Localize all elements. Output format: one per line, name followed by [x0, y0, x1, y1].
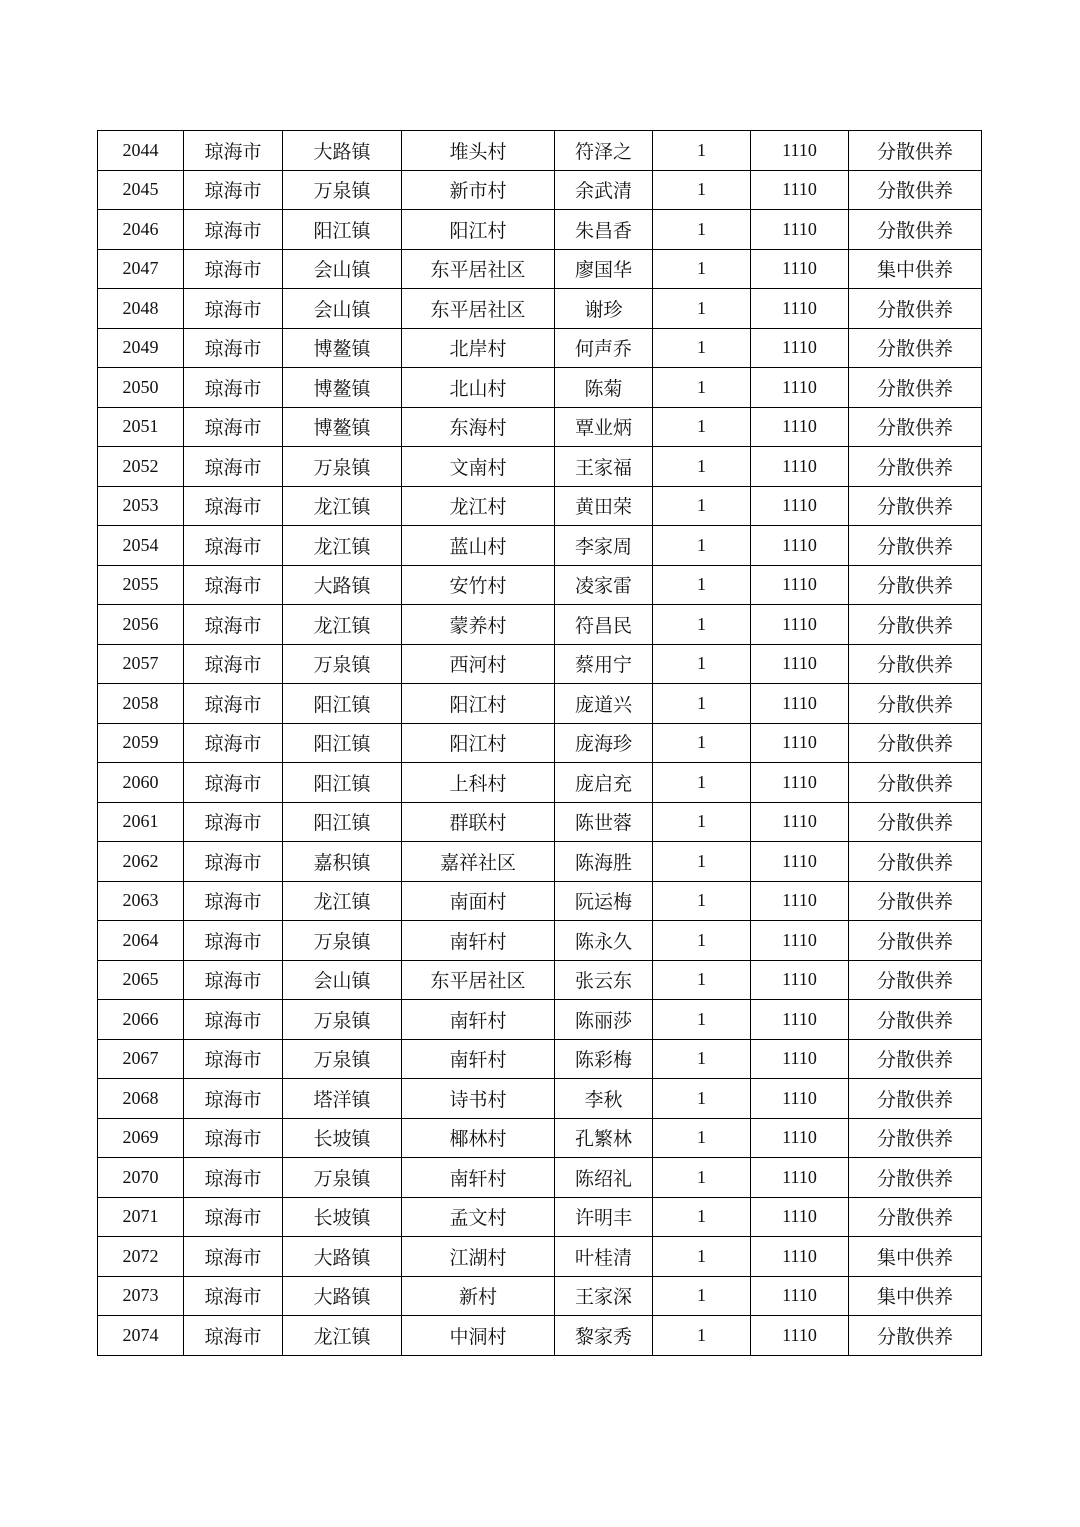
cell-village: 南轩村: [402, 1039, 555, 1079]
cell-row-number: 2073: [98, 1276, 184, 1316]
table-row: [98, 1197, 982, 1237]
cell-town: 会山镇: [283, 960, 402, 1000]
cell-row-number: 2053: [98, 486, 184, 526]
cell-row-number: 2065: [98, 960, 184, 1000]
cell-amount: 1110: [751, 921, 849, 961]
cell-amount: 1110: [751, 723, 849, 763]
cell-count: 1: [653, 289, 751, 329]
cell-row-number: 2071: [98, 1197, 184, 1237]
cell-city: 琼海市: [184, 1316, 283, 1356]
cell-town: 会山镇: [283, 249, 402, 289]
cell-amount: 1110: [751, 368, 849, 408]
cell-row-number: 2047: [98, 249, 184, 289]
cell-village: 嘉祥社区: [402, 842, 555, 882]
cell-row-number: 2057: [98, 644, 184, 684]
cell-city: 琼海市: [184, 1118, 283, 1158]
table-row: [98, 1118, 982, 1158]
cell-name: 余武清: [555, 170, 653, 210]
cell-city: 琼海市: [184, 170, 283, 210]
cell-row-number: 2074: [98, 1316, 184, 1356]
cell-name: 张云东: [555, 960, 653, 1000]
cell-city: 琼海市: [184, 921, 283, 961]
cell-city: 琼海市: [184, 605, 283, 645]
cell-support-type: 分散供养: [849, 1158, 982, 1198]
cell-count: 1: [653, 842, 751, 882]
table-row: [98, 131, 982, 171]
cell-city: 琼海市: [184, 763, 283, 803]
cell-village: 孟文村: [402, 1197, 555, 1237]
cell-village: 东平居社区: [402, 289, 555, 329]
cell-town: 万泉镇: [283, 170, 402, 210]
cell-town: 万泉镇: [283, 1039, 402, 1079]
cell-row-number: 2066: [98, 1000, 184, 1040]
cell-town: 长坡镇: [283, 1197, 402, 1237]
cell-name: 覃业炳: [555, 407, 653, 447]
cell-support-type: 分散供养: [849, 763, 982, 803]
cell-support-type: 分散供养: [849, 368, 982, 408]
cell-village: 阳江村: [402, 723, 555, 763]
cell-town: 龙江镇: [283, 486, 402, 526]
cell-name: 李秋: [555, 1079, 653, 1119]
cell-village: 东平居社区: [402, 249, 555, 289]
cell-name: 陈丽莎: [555, 1000, 653, 1040]
cell-support-type: 分散供养: [849, 170, 982, 210]
cell-city: 琼海市: [184, 684, 283, 724]
cell-town: 龙江镇: [283, 605, 402, 645]
cell-row-number: 2048: [98, 289, 184, 329]
cell-town: 大路镇: [283, 565, 402, 605]
cell-amount: 1110: [751, 763, 849, 803]
cell-support-type: 分散供养: [849, 407, 982, 447]
cell-town: 大路镇: [283, 1276, 402, 1316]
cell-name: 何声乔: [555, 328, 653, 368]
table-row: [98, 170, 982, 210]
cell-support-type: 分散供养: [849, 526, 982, 566]
cell-town: 塔洋镇: [283, 1079, 402, 1119]
cell-name: 王家福: [555, 447, 653, 487]
cell-name: 陈菊: [555, 368, 653, 408]
table-row: [98, 249, 982, 289]
cell-city: 琼海市: [184, 1158, 283, 1198]
cell-support-type: 分散供养: [849, 881, 982, 921]
cell-count: 1: [653, 763, 751, 803]
cell-town: 阳江镇: [283, 723, 402, 763]
table-row: [98, 210, 982, 250]
cell-row-number: 2045: [98, 170, 184, 210]
cell-support-type: 分散供养: [849, 842, 982, 882]
cell-city: 琼海市: [184, 1237, 283, 1277]
cell-amount: 1110: [751, 1079, 849, 1119]
cell-village: 堆头村: [402, 131, 555, 171]
cell-support-type: 分散供养: [849, 565, 982, 605]
cell-support-type: 分散供养: [849, 605, 982, 645]
cell-amount: 1110: [751, 210, 849, 250]
cell-name: 李家周: [555, 526, 653, 566]
cell-city: 琼海市: [184, 1039, 283, 1079]
cell-town: 博鳌镇: [283, 328, 402, 368]
cell-amount: 1110: [751, 1237, 849, 1277]
cell-village: 东平居社区: [402, 960, 555, 1000]
cell-support-type: 分散供养: [849, 289, 982, 329]
cell-town: 大路镇: [283, 131, 402, 171]
cell-row-number: 2067: [98, 1039, 184, 1079]
cell-town: 会山镇: [283, 289, 402, 329]
cell-village: 蓝山村: [402, 526, 555, 566]
cell-village: 新市村: [402, 170, 555, 210]
cell-town: 博鳌镇: [283, 368, 402, 408]
table-row: [98, 1158, 982, 1198]
cell-name: 陈海胜: [555, 842, 653, 882]
cell-village: 东海村: [402, 407, 555, 447]
cell-count: 1: [653, 881, 751, 921]
cell-village: 江湖村: [402, 1237, 555, 1277]
cell-village: 西河村: [402, 644, 555, 684]
cell-support-type: 分散供养: [849, 723, 982, 763]
cell-name: 庞海珍: [555, 723, 653, 763]
cell-amount: 1110: [751, 1039, 849, 1079]
cell-village: 诗书村: [402, 1079, 555, 1119]
cell-count: 1: [653, 368, 751, 408]
cell-count: 1: [653, 802, 751, 842]
cell-city: 琼海市: [184, 328, 283, 368]
cell-city: 琼海市: [184, 802, 283, 842]
cell-village: 南轩村: [402, 921, 555, 961]
cell-amount: 1110: [751, 407, 849, 447]
table-row: [98, 802, 982, 842]
table-row: [98, 447, 982, 487]
cell-amount: 1110: [751, 802, 849, 842]
cell-row-number: 2072: [98, 1237, 184, 1277]
cell-count: 1: [653, 249, 751, 289]
cell-town: 阳江镇: [283, 210, 402, 250]
cell-village: 安竹村: [402, 565, 555, 605]
cell-row-number: 2059: [98, 723, 184, 763]
cell-support-type: 分散供养: [849, 486, 982, 526]
table-row: [98, 960, 982, 1000]
cell-name: 王家深: [555, 1276, 653, 1316]
cell-amount: 1110: [751, 131, 849, 171]
cell-amount: 1110: [751, 842, 849, 882]
cell-city: 琼海市: [184, 407, 283, 447]
cell-row-number: 2054: [98, 526, 184, 566]
table-row: [98, 1276, 982, 1316]
cell-support-type: 集中供养: [849, 1237, 982, 1277]
cell-count: 1: [653, 565, 751, 605]
cell-count: 1: [653, 1158, 751, 1198]
cell-town: 龙江镇: [283, 881, 402, 921]
cell-city: 琼海市: [184, 249, 283, 289]
cell-support-type: 分散供养: [849, 960, 982, 1000]
roster-table-body: [98, 131, 982, 1356]
cell-count: 1: [653, 723, 751, 763]
cell-town: 大路镇: [283, 1237, 402, 1277]
cell-row-number: 2044: [98, 131, 184, 171]
cell-support-type: 分散供养: [849, 1079, 982, 1119]
table-row: [98, 684, 982, 724]
cell-count: 1: [653, 921, 751, 961]
cell-city: 琼海市: [184, 1276, 283, 1316]
cell-name: 陈绍礼: [555, 1158, 653, 1198]
cell-row-number: 2063: [98, 881, 184, 921]
cell-count: 1: [653, 960, 751, 1000]
cell-city: 琼海市: [184, 131, 283, 171]
cell-city: 琼海市: [184, 210, 283, 250]
cell-amount: 1110: [751, 1316, 849, 1356]
cell-count: 1: [653, 1197, 751, 1237]
cell-count: 1: [653, 447, 751, 487]
cell-town: 阳江镇: [283, 684, 402, 724]
cell-village: 中洞村: [402, 1316, 555, 1356]
cell-village: 新村: [402, 1276, 555, 1316]
table-row: [98, 1079, 982, 1119]
cell-town: 万泉镇: [283, 644, 402, 684]
cell-row-number: 2060: [98, 763, 184, 803]
cell-row-number: 2051: [98, 407, 184, 447]
table-row: [98, 1039, 982, 1079]
cell-amount: 1110: [751, 644, 849, 684]
cell-amount: 1110: [751, 1276, 849, 1316]
cell-count: 1: [653, 131, 751, 171]
cell-row-number: 2056: [98, 605, 184, 645]
cell-support-type: 分散供养: [849, 210, 982, 250]
cell-row-number: 2069: [98, 1118, 184, 1158]
cell-count: 1: [653, 1316, 751, 1356]
cell-support-type: 分散供养: [849, 684, 982, 724]
cell-amount: 1110: [751, 1000, 849, 1040]
table-row: [98, 763, 982, 803]
cell-support-type: 分散供养: [849, 1039, 982, 1079]
cell-amount: 1110: [751, 1118, 849, 1158]
cell-amount: 1110: [751, 881, 849, 921]
cell-village: 龙江村: [402, 486, 555, 526]
cell-row-number: 2055: [98, 565, 184, 605]
cell-city: 琼海市: [184, 1197, 283, 1237]
table-row: [98, 526, 982, 566]
cell-amount: 1110: [751, 289, 849, 329]
cell-city: 琼海市: [184, 368, 283, 408]
cell-support-type: 分散供养: [849, 1197, 982, 1237]
cell-city: 琼海市: [184, 842, 283, 882]
cell-city: 琼海市: [184, 447, 283, 487]
cell-support-type: 分散供养: [849, 1118, 982, 1158]
table-row: [98, 1316, 982, 1356]
cell-village: 南面村: [402, 881, 555, 921]
cell-city: 琼海市: [184, 644, 283, 684]
cell-name: 黎家秀: [555, 1316, 653, 1356]
cell-count: 1: [653, 328, 751, 368]
cell-name: 庞启充: [555, 763, 653, 803]
cell-name: 阮运梅: [555, 881, 653, 921]
table-row: [98, 644, 982, 684]
cell-city: 琼海市: [184, 723, 283, 763]
table-row: [98, 486, 982, 526]
cell-support-type: 分散供养: [849, 644, 982, 684]
cell-village: 上科村: [402, 763, 555, 803]
cell-row-number: 2058: [98, 684, 184, 724]
table-row: [98, 921, 982, 961]
cell-row-number: 2046: [98, 210, 184, 250]
cell-town: 万泉镇: [283, 921, 402, 961]
cell-name: 谢珍: [555, 289, 653, 329]
table-row: [98, 1000, 982, 1040]
cell-village: 椰林村: [402, 1118, 555, 1158]
cell-name: 庞道兴: [555, 684, 653, 724]
cell-name: 陈永久: [555, 921, 653, 961]
table-row: [98, 1237, 982, 1277]
cell-support-type: 集中供养: [849, 249, 982, 289]
cell-count: 1: [653, 605, 751, 645]
cell-count: 1: [653, 1079, 751, 1119]
cell-count: 1: [653, 644, 751, 684]
cell-village: 北山村: [402, 368, 555, 408]
cell-name: 黄田荣: [555, 486, 653, 526]
cell-town: 阳江镇: [283, 802, 402, 842]
cell-amount: 1110: [751, 170, 849, 210]
cell-village: 南轩村: [402, 1158, 555, 1198]
cell-amount: 1110: [751, 605, 849, 645]
cell-support-type: 分散供养: [849, 1000, 982, 1040]
cell-count: 1: [653, 1118, 751, 1158]
table-row: [98, 407, 982, 447]
cell-support-type: 分散供养: [849, 802, 982, 842]
cell-city: 琼海市: [184, 881, 283, 921]
cell-row-number: 2062: [98, 842, 184, 882]
table-row: [98, 842, 982, 882]
cell-city: 琼海市: [184, 526, 283, 566]
cell-town: 龙江镇: [283, 1316, 402, 1356]
cell-count: 1: [653, 486, 751, 526]
table-row: [98, 723, 982, 763]
cell-village: 蒙养村: [402, 605, 555, 645]
cell-city: 琼海市: [184, 289, 283, 329]
cell-name: 许明丰: [555, 1197, 653, 1237]
table-row: [98, 368, 982, 408]
cell-city: 琼海市: [184, 1079, 283, 1119]
cell-village: 北岸村: [402, 328, 555, 368]
cell-village: 南轩村: [402, 1000, 555, 1040]
cell-row-number: 2068: [98, 1079, 184, 1119]
table-row: [98, 289, 982, 329]
roster-table: [97, 130, 982, 1356]
cell-count: 1: [653, 1237, 751, 1277]
cell-amount: 1110: [751, 565, 849, 605]
cell-count: 1: [653, 684, 751, 724]
cell-count: 1: [653, 1039, 751, 1079]
table-row: [98, 881, 982, 921]
cell-support-type: 分散供养: [849, 328, 982, 368]
cell-city: 琼海市: [184, 486, 283, 526]
cell-name: 陈世蓉: [555, 802, 653, 842]
cell-amount: 1110: [751, 526, 849, 566]
cell-support-type: 分散供养: [849, 1316, 982, 1356]
cell-town: 龙江镇: [283, 526, 402, 566]
cell-amount: 1110: [751, 1197, 849, 1237]
cell-count: 1: [653, 210, 751, 250]
cell-village: 阳江村: [402, 684, 555, 724]
cell-support-type: 分散供养: [849, 131, 982, 171]
cell-amount: 1110: [751, 328, 849, 368]
cell-support-type: 集中供养: [849, 1276, 982, 1316]
cell-count: 1: [653, 407, 751, 447]
cell-amount: 1110: [751, 249, 849, 289]
cell-city: 琼海市: [184, 960, 283, 1000]
cell-name: 叶桂清: [555, 1237, 653, 1277]
cell-row-number: 2050: [98, 368, 184, 408]
cell-name: 蔡用宁: [555, 644, 653, 684]
cell-amount: 1110: [751, 684, 849, 724]
cell-row-number: 2070: [98, 1158, 184, 1198]
cell-count: 1: [653, 526, 751, 566]
cell-town: 万泉镇: [283, 1158, 402, 1198]
cell-name: 符昌民: [555, 605, 653, 645]
cell-row-number: 2052: [98, 447, 184, 487]
cell-name: 廖国华: [555, 249, 653, 289]
cell-town: 万泉镇: [283, 1000, 402, 1040]
cell-name: 符泽之: [555, 131, 653, 171]
cell-town: 阳江镇: [283, 763, 402, 803]
cell-city: 琼海市: [184, 565, 283, 605]
cell-city: 琼海市: [184, 1000, 283, 1040]
cell-amount: 1110: [751, 447, 849, 487]
cell-town: 长坡镇: [283, 1118, 402, 1158]
cell-amount: 1110: [751, 960, 849, 1000]
table-row: [98, 605, 982, 645]
cell-row-number: 2061: [98, 802, 184, 842]
table-row: [98, 328, 982, 368]
cell-row-number: 2049: [98, 328, 184, 368]
cell-town: 万泉镇: [283, 447, 402, 487]
cell-count: 1: [653, 1276, 751, 1316]
table-row: [98, 565, 982, 605]
cell-village: 群联村: [402, 802, 555, 842]
cell-name: 凌家雷: [555, 565, 653, 605]
cell-town: 嘉积镇: [283, 842, 402, 882]
cell-amount: 1110: [751, 1158, 849, 1198]
cell-village: 文南村: [402, 447, 555, 487]
cell-name: 孔繁林: [555, 1118, 653, 1158]
cell-amount: 1110: [751, 486, 849, 526]
cell-village: 阳江村: [402, 210, 555, 250]
cell-name: 朱昌香: [555, 210, 653, 250]
cell-row-number: 2064: [98, 921, 184, 961]
cell-support-type: 分散供养: [849, 921, 982, 961]
cell-count: 1: [653, 1000, 751, 1040]
cell-town: 博鳌镇: [283, 407, 402, 447]
cell-support-type: 分散供养: [849, 447, 982, 487]
cell-name: 陈彩梅: [555, 1039, 653, 1079]
cell-count: 1: [653, 170, 751, 210]
